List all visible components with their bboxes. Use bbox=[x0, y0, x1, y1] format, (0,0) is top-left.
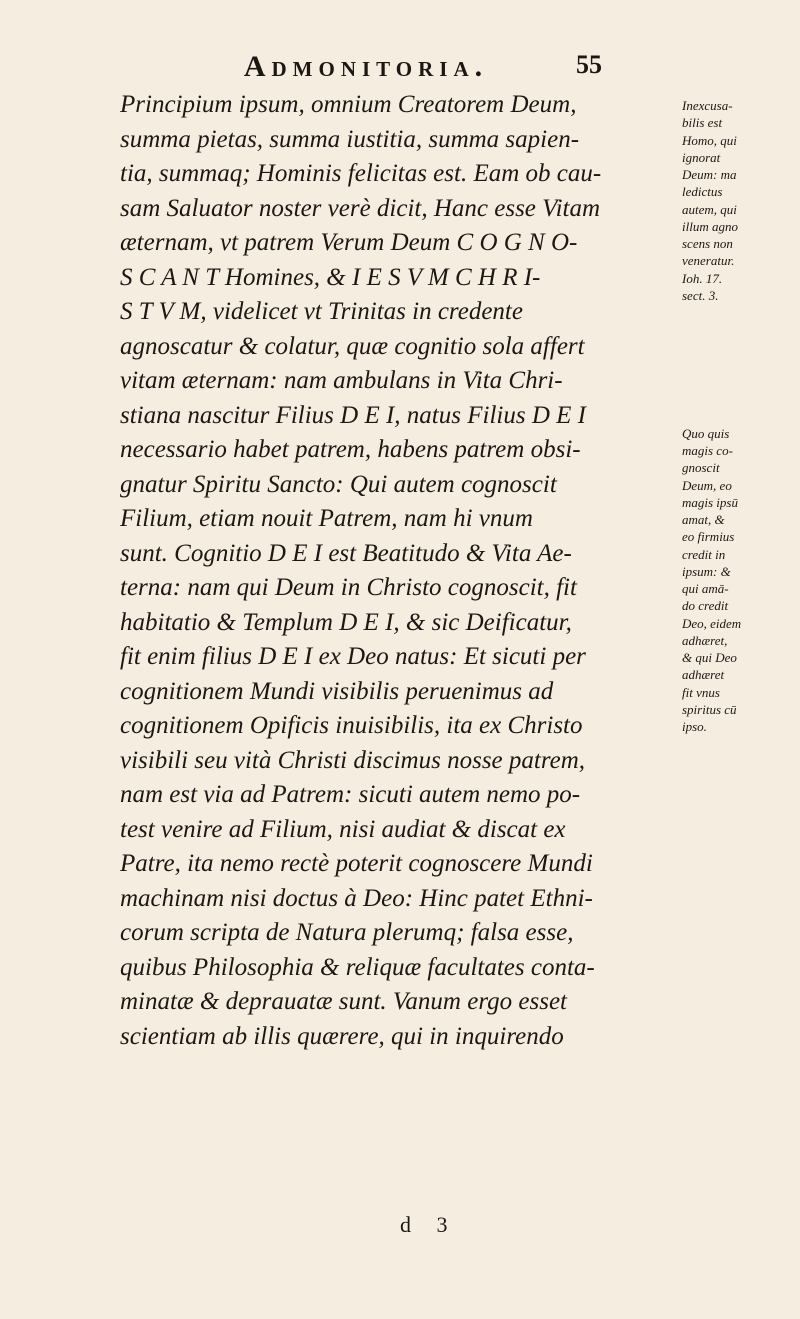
margin-note-line bbox=[682, 339, 794, 356]
margin-note-line bbox=[682, 304, 794, 321]
body-line: cognitionem Opificis inuisibilis, ita ex Christo bbox=[120, 712, 583, 739]
main-text-block bbox=[120, 88, 680, 1054]
margin-note-line: eo firmius bbox=[682, 529, 735, 545]
margin-note-line: sect. 3. bbox=[682, 287, 719, 303]
margin-note-line: adhæret, bbox=[682, 632, 728, 648]
margin-note-line: illum agno bbox=[682, 218, 738, 234]
margin-note-line: magis ipsū bbox=[682, 494, 738, 510]
body-line: machinam nisi doctus à Deo: Hinc patet Ethni- bbox=[120, 884, 593, 912]
margin-note-line: ipso. bbox=[682, 719, 707, 734]
margin-note-line bbox=[682, 373, 794, 390]
margin-note-line: Deum: ma bbox=[682, 167, 737, 182]
margin-note-line: Homo, qui bbox=[682, 132, 737, 148]
margin-note-line: & qui Deo bbox=[682, 650, 737, 665]
body-line: vitam æternam: nam ambulans in Vita Chri- bbox=[120, 367, 563, 394]
margin-note-line: scens non bbox=[682, 236, 733, 251]
body-line: agnoscatur & colatur, quæ cognitio sola affert bbox=[120, 332, 585, 360]
margin-note-line: credit in bbox=[682, 546, 726, 562]
margin-note-line: ledictus bbox=[682, 184, 723, 200]
body-line: visibili seu vità Christi discimus nosse patrem, bbox=[120, 746, 586, 774]
margin-note-line: adhæret bbox=[682, 667, 725, 683]
margin-note-line: magis co- bbox=[682, 443, 733, 458]
body-line: terna: nam qui Deum in Christo cognoscit, fit bbox=[120, 574, 577, 601]
body-line: gnatur Spiritu Sancto: Qui autem cognoscit bbox=[120, 470, 557, 498]
margin-note-line: do credit bbox=[682, 598, 729, 614]
margin-note-line bbox=[682, 356, 794, 373]
margin-note-line bbox=[682, 390, 794, 407]
margin-note-line: spiritus cū bbox=[682, 701, 737, 717]
margin-note-line bbox=[682, 321, 794, 338]
body-line: Filium, etiam nouit Patrem, nam hi vnum bbox=[120, 505, 533, 532]
body-line: fit enim filius D E I ex Deo natus: Et sicuti per bbox=[120, 643, 586, 670]
signature-mark: d 3 bbox=[400, 1212, 458, 1237]
body-line: cognitionem Mundi visibilis peruenimus ad bbox=[120, 677, 554, 705]
body-line: Patre, ita nemo rectè poterit cognoscere Mundi bbox=[120, 850, 593, 877]
body-line: Principium ipsum, omnium Creatorem Deum, bbox=[120, 91, 577, 118]
body-line: habitatio & Templum D E I, & sic Deificatur, bbox=[120, 608, 572, 636]
body-line: quibus Philosophia & reliquæ facultates conta- bbox=[120, 953, 595, 981]
body-line: necessario habet patrem, habens patrem obsi- bbox=[120, 436, 581, 463]
margin-note-line: amat, & bbox=[682, 512, 725, 527]
body-line: æternam, vt patrem Verum Deum C O G N O- bbox=[120, 229, 578, 256]
body-line: test venire ad Filium, nisi audiat & discat ex bbox=[120, 815, 566, 843]
body-line: S C A N T Homines, & I E S V M C H R I- bbox=[120, 263, 541, 291]
margin-note-line: bilis est bbox=[682, 115, 723, 131]
margin-note-line: Inexcusa- bbox=[682, 98, 733, 113]
body-line: sunt. Cognitio D E I est Beatitudo & Vita Ae- bbox=[120, 539, 572, 567]
margin-note-line: Ioh. 17. bbox=[682, 270, 723, 286]
margin-note-line: Deum, eo bbox=[682, 477, 732, 493]
body-line: sam Saluator noster verè dicit, Hanc esse Vitam bbox=[120, 194, 601, 222]
page-number: 55 bbox=[576, 50, 602, 79]
margin-note-line: Deo, eidem bbox=[682, 615, 742, 631]
body-line: nam est via ad Patrem: sicuti autem nemo po- bbox=[120, 781, 581, 808]
margin-note-line: fit vnus bbox=[682, 684, 720, 700]
running-head: Admonitoria. bbox=[243, 50, 489, 83]
margin-note-line: veneratur. bbox=[682, 253, 735, 269]
body-line: stiana nascitur Filius D E I, natus Filius D E I bbox=[120, 401, 586, 429]
margin-note-line bbox=[682, 408, 794, 425]
margin-note-line: autem, qui bbox=[682, 201, 737, 217]
body-line: scientiam ab illis quærere, qui in inquirendo bbox=[120, 1022, 564, 1050]
margin-note-line: Quo quis bbox=[682, 425, 730, 441]
body-line: tia, summaq; Hominis felicitas est. Eam ob cau- bbox=[120, 160, 602, 187]
body-line: corum scripta de Natura plerumq; falsa esse, bbox=[120, 919, 574, 946]
margin-note-line: ipsum: & bbox=[682, 563, 731, 579]
body-line: minatæ & deprauatæ sunt. Vanum ergo esset bbox=[120, 988, 567, 1015]
margin-note-line: ignorat bbox=[682, 149, 721, 165]
margin-note-line: qui amā- bbox=[682, 581, 729, 596]
marginal-notes bbox=[682, 97, 794, 735]
margin-note-line: gnoscit bbox=[682, 460, 720, 476]
body-line: S T V M, videlicet vt Trinitas in credente bbox=[120, 298, 523, 325]
body-line: summa pietas, summa iustitia, summa sapien- bbox=[120, 125, 580, 153]
